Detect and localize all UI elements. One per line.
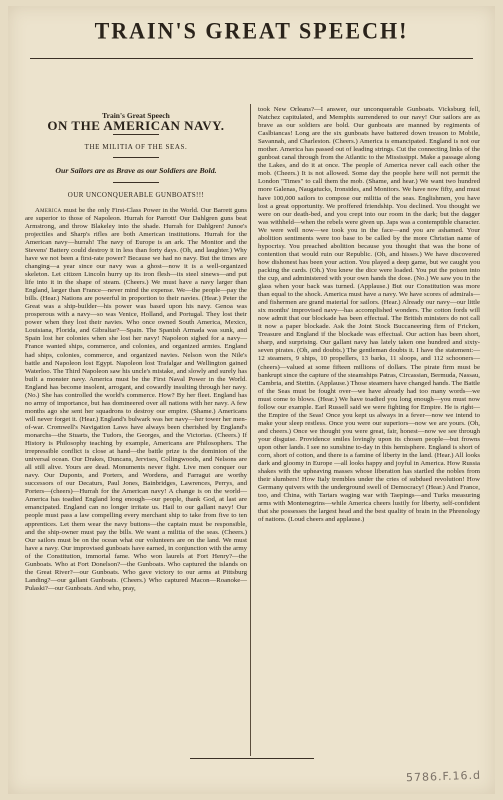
title-divider xyxy=(30,58,473,59)
speech-heading: ON THE AMERICAN NAVY. xyxy=(47,118,225,134)
lead-word: America xyxy=(35,206,62,214)
column-divider xyxy=(250,104,251,756)
left-body-paragraph xyxy=(25,207,247,593)
heading-divider xyxy=(113,134,159,135)
left-body-text: must be the only First-Class Power in the World. Our Barrett guns are superior to those of Napoleon. Hurrah for Parrott! Our Dahlgren guns beat Armstrong, and throw Blakeley into the shade. Hurrah for Dahlgren! Junoe's projectiles and Sharp's rifles are both American institutions. Hurrah for the American navy—hurrah! The navy of Europe is an ark. The Monitor and the Stevens' Battery could destroy it in less than forty days. (Oh, and laughter.) Why have we not been a first-rate power? Because we had no navy. But the times are changing—a year since our navy was a ghost—now it is a well-organized skeleton. Let citizen Lincoln hurry up its iron flesh—its steel sinews—and put life into it in the shape of steam. (Cheers.) We must have a navy larger than England, larger than France—never mind the expense. We—the people—pay the bills. (Hear.) Nations are powerful in proportion to their navies. (Hear.) Peter the Great was a ship-builder—his power was based upon his navy. Genoa was prosperous with a navy—so was Venice, Holland, and Portugal. They lost their power when they lost their navies. Who once owned South America, Mexico, Louisiana, Florida, and Gibraltar?—Spain. The Spanish Armada was sunk, and Spain lost her colonies when she lost her navy! Napoleon sighed for a navy—France wanted ships, commerce, and colonies, and organized armies. England had ships, colonies, commerce, and organized navies. Nelson won the Nile's battle and Napoleon lost Egypt. Napoleon lost Trafalgar and Wellington gained Waterloo. The Third Napoleon saw his uncle's mistake, and slowly and surely has built a monster navy. America must be the First Naval Power in the World. England has become insolent, arrogant, and cowardly insulting through her navy. (No.) She has controlled the world's commerce. How? By her fleet. England has no army of importance, but has domineered over all nations with her navy. A few months ago she sent her squadrons to destroy our empire. (Shame.) Americans will never forget it. (Hear.) England's bulwark was her navy—her tower her men-of-war. Cromwell's Navigation Laws have always been cherished by England's monarchs—the Stuarts, the Tudors, the Georges, and the Victorias. (Cheers.) If History is Philosophy teaching by example, Americans are Philosophers. The irrepressible conflict is close at hand—the battle prize is the dominion of the universal ocean. Our Drakes, Duncans, Jervises, Collingwoods, and Nelsons are all still alive. Yours are dead. Monuments never fight. Live men conquer our navy. Our Duponts, and Porters, and Wordens, and Farragut are worthy successors of our Decaturs, Paul Jones, Bainbridges, Lawrences, Perrys, and Porters—(cheers)—Hurrah for the American navy! A change is on the world—America has toadied England long enough—our people, thank God, at last are emancipated. England can no longer irritate us. Hail to our gallant navy! Our people must pass a law compelling every merchant ship to take from five to ten apprentices. Let them wear the navy buttons—the captain must be responsible, and the ship-owner must pay the bills. We want a militia of the seas. (Cheers.) Our sailors must be on the ocean what our volunteers are on the land. We must have a navy. Our improvised gunboats have earned, in conjunction with the army of the Constitution, immortal fame. Who won laurels at Fort Henry?—the Gunboats. Who at Fort Donelson?—the Gunboats. Who captured the islands on the Great River?—our Gunboats. Who gave victory to our arms at Pittsburg Landing?—our gallant Gunboats. (Cheers.) Who captured Macon—Roanoke—Pulaski?—our Gunboats. And who, pray, xyxy=(25,206,247,592)
speech-subtitle: Train's Great Speech xyxy=(102,111,170,120)
left-column xyxy=(25,106,247,593)
sub-tagline: OUR UNCONQUERABLE GUNBOATS!!! xyxy=(67,190,205,199)
page-title: TRAIN'S GREAT SPEECH! xyxy=(94,17,409,44)
pencil-shelfmark: 5786.F.16.d xyxy=(405,768,482,785)
right-body-text: took New Orleans?—I answer, our unconquerable Gunboats. Vicksburg fell, Natchez capitulated, and Memphis surrendered to our navy! Our sailors are as brave as our soldiers are bold. Our gunboats are manned by regiments of Caslbiancas! Long are the six gunboats have battered down treason to Mobile, Savannah, and Charleston. (Cheers.) America is emancipated. England is not our mother. America has passed out of leading strings. Cut the connecting links of the gunboat canal through from the Atlantic to the Mississippi. Make a passage along the Lakes, and do it at once. The people of America never call each other the mob. (Cheers.) It is not allowed. Some day the people here will not permit the London "Times" to call them the mob. (Shame, and hear.) We want two hundred more Galenas, Naugatucks, Ironsides, and Monitors. We have now fifty, and must have 100,000 sailors to compose our militia of the seas. Englishmen, you have lost a great opportunity. We proffered friendship. You declined. You thought we were on our death-bed, and you crept into our room in the dark; but the dagger was withheld—when the rebels were given up. Japs was a contemptible character. We were well now—we took you in the face—and you are ashamed. Your abolition sentiments were too base to be called by the more Christian name of hypocrisy. You preached abolition because you thought that was the bone of contention that would ruin our Republic. (Oh, and hisses.) We have discovered how dishonest has been your action. You played a deep game, but we caught you packing the cards. (Oh.) You knew the dice were loaded. You put the poison into the cup, and administered with your own hands the dose. (No.) We saw you in the glass when your back was turned. (Applause.) But our Constitution was more than equal to the shock. America must have a navy. We have scores of admirals—and fishermen are grand material for sailors. (Hear.) Already our navy—our little six months' improvised navy—has accomplished wonders. The cotton fords will now admit that our blockade has been effectual. The British ministers do not call it now a paper blockade. Ask the Joint Stock Buccaneering firm of Fricken, Treasure and England if the blockade was effectual. Our action has been short, sharp, and surprising. Our gallant navy has lately taken one hundred and sixty-seven pirates. (Oh, and doubts.) The gentleman doubts it. I have the statement:—12 steamers, 9 ships, 10 propellers, 13 barks, 11 sloops, and 112 schooners—(cheers)—valued at some fifteen millions of dollars. The pirate firm must be bankrupt since the capture of the steamships Patras, Circassian, Bermuda, Nassau, Cambria, and Stettin. (Applause.) Those steamers have changed hands. The Battle of the Seas must be fought over—we have already had too many words—we must come to blows. (Hear.) We have toadied you long enough—you must now follow our example. Earl Russell said we were fighting for Empire. He is right—the Empire of the Seas! Once you kept us always in a fever—now we intend to make your sleep restless. Once you were our superiors—now we are yours. (Oh, and cheers.) Once we thought you were great, fair, honest—now we see through your disguise. Providence smiles lovingly upon its chosen people—but frowns upon other lands. I see no sunshine to-day in this hemisphere. England is short of corn, short of cotton, and there is a famine of liberty in the land. (Hear.) All looks dark and gloomy in Europe —all looks happy and joyful in America. How Russia shakes with the upheaving masses whose liberation has startled the nobles from their slumbers! How Italy trembles under the cries of subdued revolution! How Germany quivers with the underground swell of Democracy! (Hear.) And France, too, and China, with Tartars waging war with Taepings—and Turks measuring arms with Montenegrins—while America cheers lustily for liberty, self-confident that she possesses the largest head and the best quality of brain in the Phrenology of nations. (Loud cheers and applause.) xyxy=(258,106,480,524)
tagline: Our Sailors are as Brave as our Soldiers are Bold. xyxy=(55,166,217,176)
tagline-divider xyxy=(113,182,159,183)
section-heading: THE MILITIA OF THE SEAS. xyxy=(84,143,188,152)
footer-divider xyxy=(190,758,314,759)
right-column xyxy=(258,106,480,524)
section-divider xyxy=(113,157,159,158)
